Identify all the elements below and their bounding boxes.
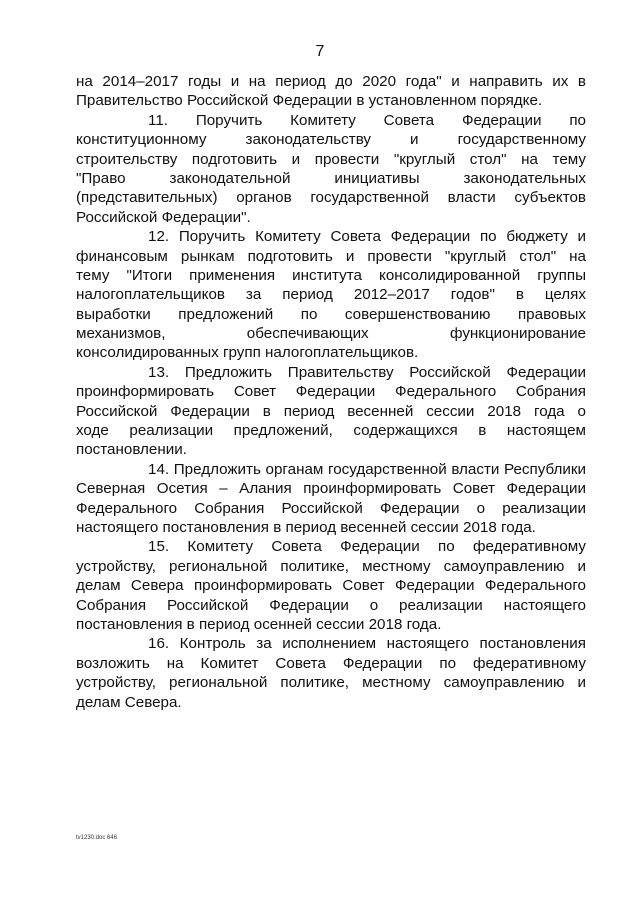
text-line: ходе реализации предложений, содержащихся в настоящем [76, 422, 586, 440]
text-line: тему "Итоги применения института консолидированной группы [76, 266, 586, 284]
text-line: устройству, региональной политике, местному самоуправлению и [76, 674, 586, 692]
text-line: делам Севера проинформировать Совет Федерации Федерального [76, 577, 586, 595]
text-line: Правительство Российской Федерации в установленном порядке. [76, 92, 543, 110]
page-number: 7 [315, 43, 325, 60]
text-line: возложить на Комитет Совета Федерации по федеративному [76, 654, 586, 672]
text-line: Российской Федерации в период весенней сессии 2018 года о [76, 402, 586, 420]
paragraph-11 [76, 111, 586, 227]
paragraph-15 [76, 537, 586, 634]
text-line: строительству подготовить и провести "круглый стол" на тему [76, 150, 586, 168]
text-line: налогоплательщиков за период 2012–2017 годов" в целях [76, 286, 586, 304]
text-line: постановлении. [76, 441, 187, 459]
text-line: 16. Контроль за исполнением настоящего постановления [148, 635, 586, 653]
paragraph-14 [76, 460, 586, 538]
text-line: проинформировать Совет Федерации Федерального Собрания [76, 383, 586, 401]
text-line: Северная Осетия – Алания проинформировать Совет Федерации [76, 480, 586, 498]
text-line: 13. Предложить Правительству Российской Федерации [148, 363, 586, 381]
text-line: 15. Комитету Совета Федерации по федеративному [148, 538, 586, 556]
text-line: постановления в период осенней сессии 2018 года. [76, 615, 442, 633]
file-code-footer: tv1230.doc 646 [76, 835, 118, 841]
text-line: устройству, региональной политике, местному самоуправлению и [76, 557, 586, 575]
text-line: конституционному законодательству и государственному [76, 131, 586, 149]
text-line: на 2014–2017 годы и на период до 2020 года" и направить их в [76, 73, 586, 90]
text-line: Федерального Собрания Российской Федерации о реализации [76, 499, 586, 517]
text-line: Российской Федерации". [76, 208, 251, 226]
paragraph-13 [76, 363, 586, 460]
text-line: выработки предложений по совершенствованию правовых [76, 305, 586, 323]
text-line: механизмов, обеспечивающих функционирование [76, 325, 586, 343]
text-line: 12. Поручить Комитету Совета Федерации по бюджету и [148, 228, 586, 246]
text-line: 11. Поручить Комитету Совета Федерации по [148, 111, 586, 129]
paragraph-12 [76, 227, 586, 363]
text-line: консолидированных групп налогоплательщиков. [76, 344, 419, 362]
text-line: финансовым рынкам подготовить и провести "круглый стол" на [76, 247, 586, 265]
paragraph-continuation [76, 72, 586, 111]
text-line: "Право законодательной инициативы законодательных [76, 169, 586, 187]
paragraph-16 [76, 634, 586, 712]
text-line: Собрания Российской Федерации о реализации настоящего [76, 596, 586, 614]
text-line: делам Севера. [76, 693, 182, 711]
document-body [76, 72, 586, 712]
text-line: (представительных) органов государственной власти субъектов [76, 189, 586, 207]
text-line: 14. Предложить органам государственной власти Республики [148, 460, 586, 478]
text-line: настоящего постановления в период весенней сессии 2018 года. [76, 518, 536, 536]
